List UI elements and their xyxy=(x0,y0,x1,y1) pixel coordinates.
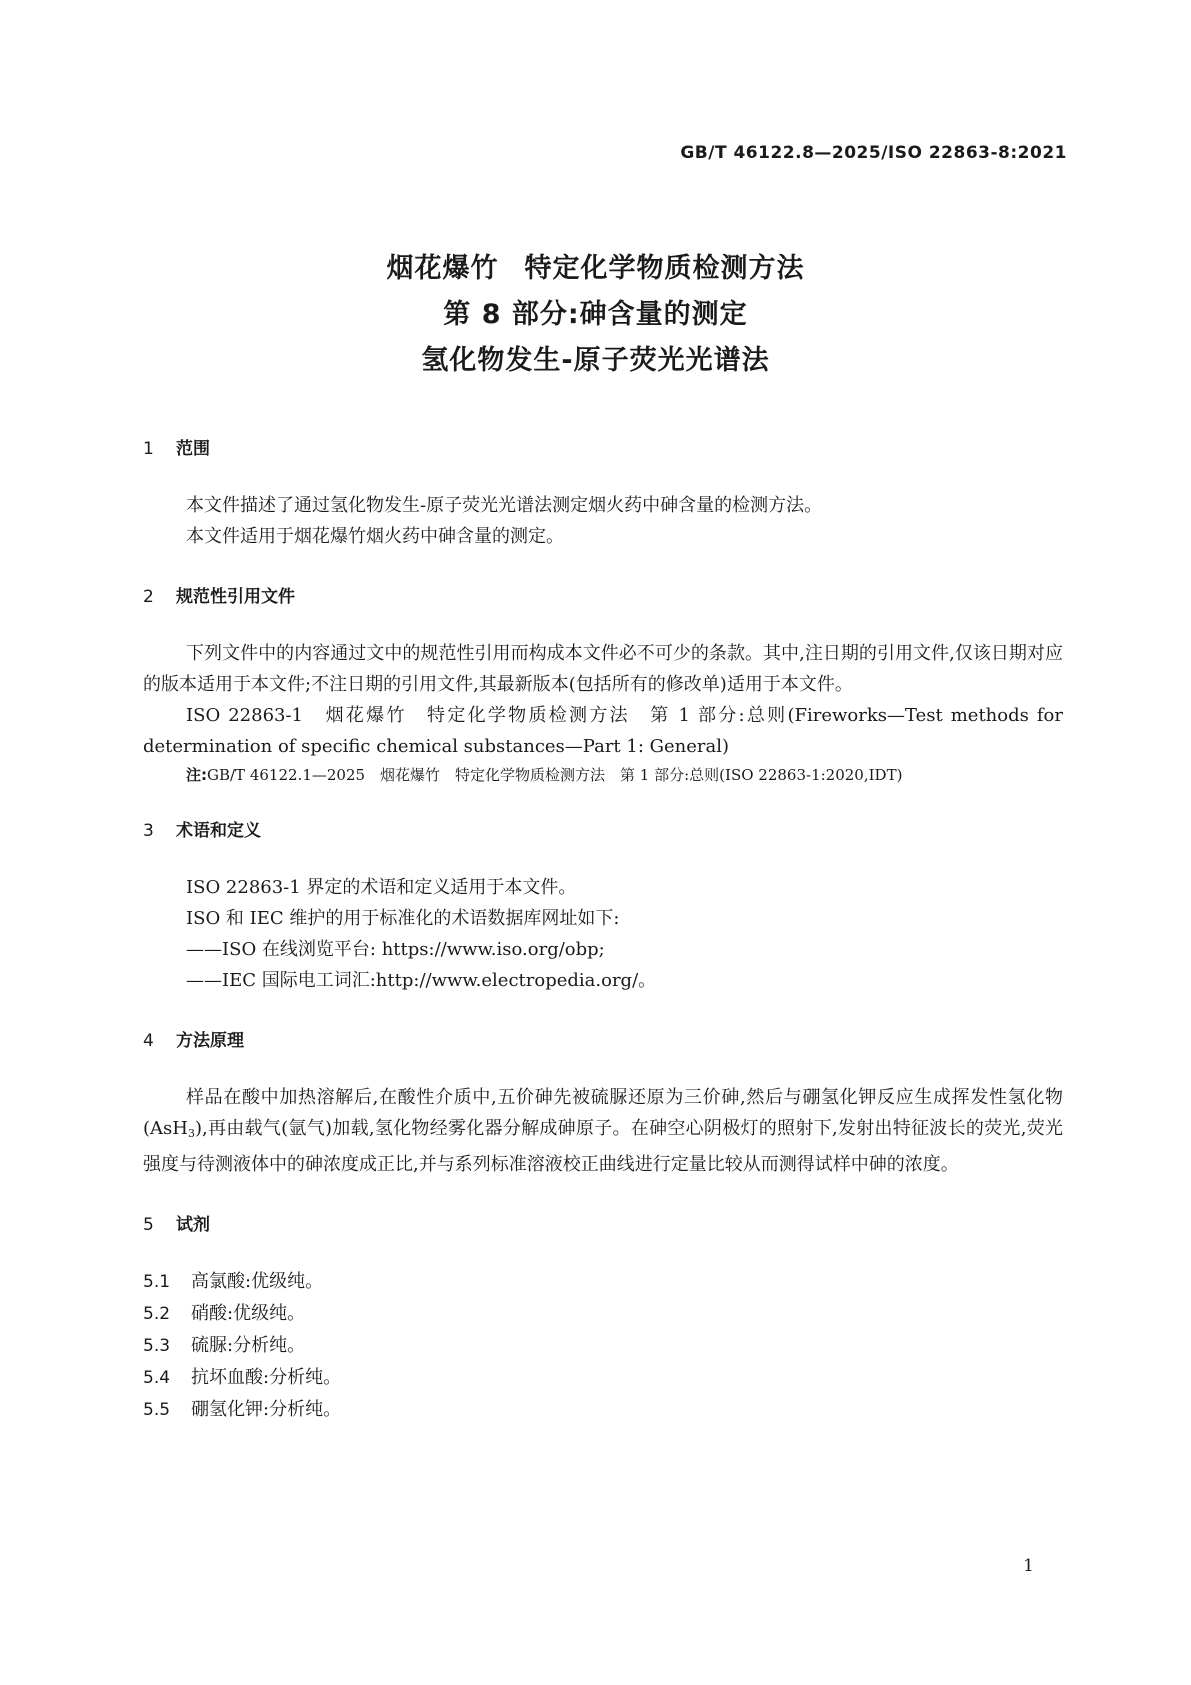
item-text: 硫脲:分析纯。 xyxy=(191,1335,306,1356)
section-2-heading xyxy=(143,584,1063,610)
paragraph: 本文件适用于烟花爆竹烟火药中砷含量的测定。 xyxy=(186,526,564,547)
section-title: 范围 xyxy=(176,439,210,459)
page-number: 1 xyxy=(1023,1556,1034,1576)
paragraph: ISO 22863-1 界定的术语和定义适用于本文件。 xyxy=(186,877,577,898)
item-text: 抗坏血酸:分析纯。 xyxy=(191,1367,342,1388)
title-line-1-b: 特定化学物质检测方法 xyxy=(524,253,805,284)
item-number: 5.2 xyxy=(143,1304,171,1324)
section-1-heading xyxy=(143,436,1063,462)
reagent-list xyxy=(143,1266,1063,1426)
reagent-item xyxy=(143,1362,1063,1394)
title-line-1-a: 烟花爆竹 xyxy=(386,253,499,284)
section-5-heading xyxy=(143,1212,1063,1238)
section-title: 术语和定义 xyxy=(176,821,261,841)
section-title: 试剂 xyxy=(176,1215,210,1235)
note-text: GB/T 46122.1—2025 烟花爆竹 特定化学物质检测方法 第 1 部分:总则(ISO 22863-1:2020,IDT) xyxy=(207,766,903,784)
list-item-dash: ——IEC 国际电工词汇:http://www.electropedia.org/。 xyxy=(186,970,657,991)
section-4-heading xyxy=(143,1028,1063,1054)
section-title: 方法原理 xyxy=(176,1031,244,1051)
item-number: 5.1 xyxy=(143,1272,171,1292)
section-number: 3 xyxy=(143,821,154,841)
paragraph-part: ),再由载气(氩气)加载,氢化物经雾化器分解成砷原子。在砷空心阴极灯的照射下,发射出特征波长的荧光,荧光强度与待测液体中的砷浓度成正比,并与系列标准溶液校正曲线进行定量比较从而测得试样中砷的浓度。 xyxy=(143,1118,1063,1175)
document-title xyxy=(0,246,1191,384)
paragraph xyxy=(143,1082,1063,1180)
reagent-item xyxy=(143,1298,1063,1330)
reagent-item xyxy=(143,1330,1063,1362)
item-text: 硝酸:优级纯。 xyxy=(191,1303,306,1324)
section-number: 2 xyxy=(143,587,154,607)
reagent-item xyxy=(143,1266,1063,1298)
item-number: 5.3 xyxy=(143,1336,171,1356)
title-line-1 xyxy=(0,246,1191,292)
paragraph: ISO 和 IEC 维护的用于标准化的术语数据库网址如下: xyxy=(186,908,620,929)
list-item-dash: ——ISO 在线浏览平台: https://www.iso.org/obp; xyxy=(186,939,605,960)
normative-reference: ISO 22863-1 烟花爆竹 特定化学物质检测方法 第 1 部分:总则(Fireworks—Test methods for determination of specific chemical substances—Part 1: General) xyxy=(143,705,1063,757)
paragraph-part: 样品在酸中加热溶解后,在酸性介质中,五价砷先被硫脲还原为三价砷,然后与硼氢化钾反应生成挥发性氢化物(AsH xyxy=(143,1087,1063,1139)
item-text: 硼氢化钾:分析纯。 xyxy=(191,1399,342,1420)
item-number: 5.5 xyxy=(143,1400,171,1420)
item-number: 5.4 xyxy=(143,1368,171,1388)
reagent-item xyxy=(143,1394,1063,1426)
section-number: 5 xyxy=(143,1215,154,1235)
section-number: 4 xyxy=(143,1031,154,1051)
section-title: 规范性引用文件 xyxy=(176,587,295,607)
paragraph: 本文件描述了通过氢化物发生-原子荧光光谱法测定烟火药中砷含量的检测方法。 xyxy=(186,495,823,516)
document-body xyxy=(143,436,1063,1426)
standard-code: GB/T 46122.8—2025/ISO 22863-8:2021 xyxy=(680,143,1067,163)
section-number: 1 xyxy=(143,439,154,459)
subscript: 3 xyxy=(187,1127,195,1140)
section-3-heading xyxy=(143,818,1063,844)
title-line-3: 氢化物发生-原子荧光光谱法 xyxy=(421,345,770,376)
paragraph: 下列文件中的内容通过文中的规范性引用而构成本文件必不可少的条款。其中,注日期的引用文件,仅该日期对应的版本适用于本文件;不注日期的引用文件,其最新版本(包括所有的修改单)适用于本文件。 xyxy=(143,643,1063,695)
note-label: 注: xyxy=(186,766,207,784)
title-line-2: 第 8 部分:砷含量的测定 xyxy=(443,299,748,330)
note xyxy=(143,762,1063,788)
item-text: 高氯酸:优级纯。 xyxy=(191,1271,324,1292)
